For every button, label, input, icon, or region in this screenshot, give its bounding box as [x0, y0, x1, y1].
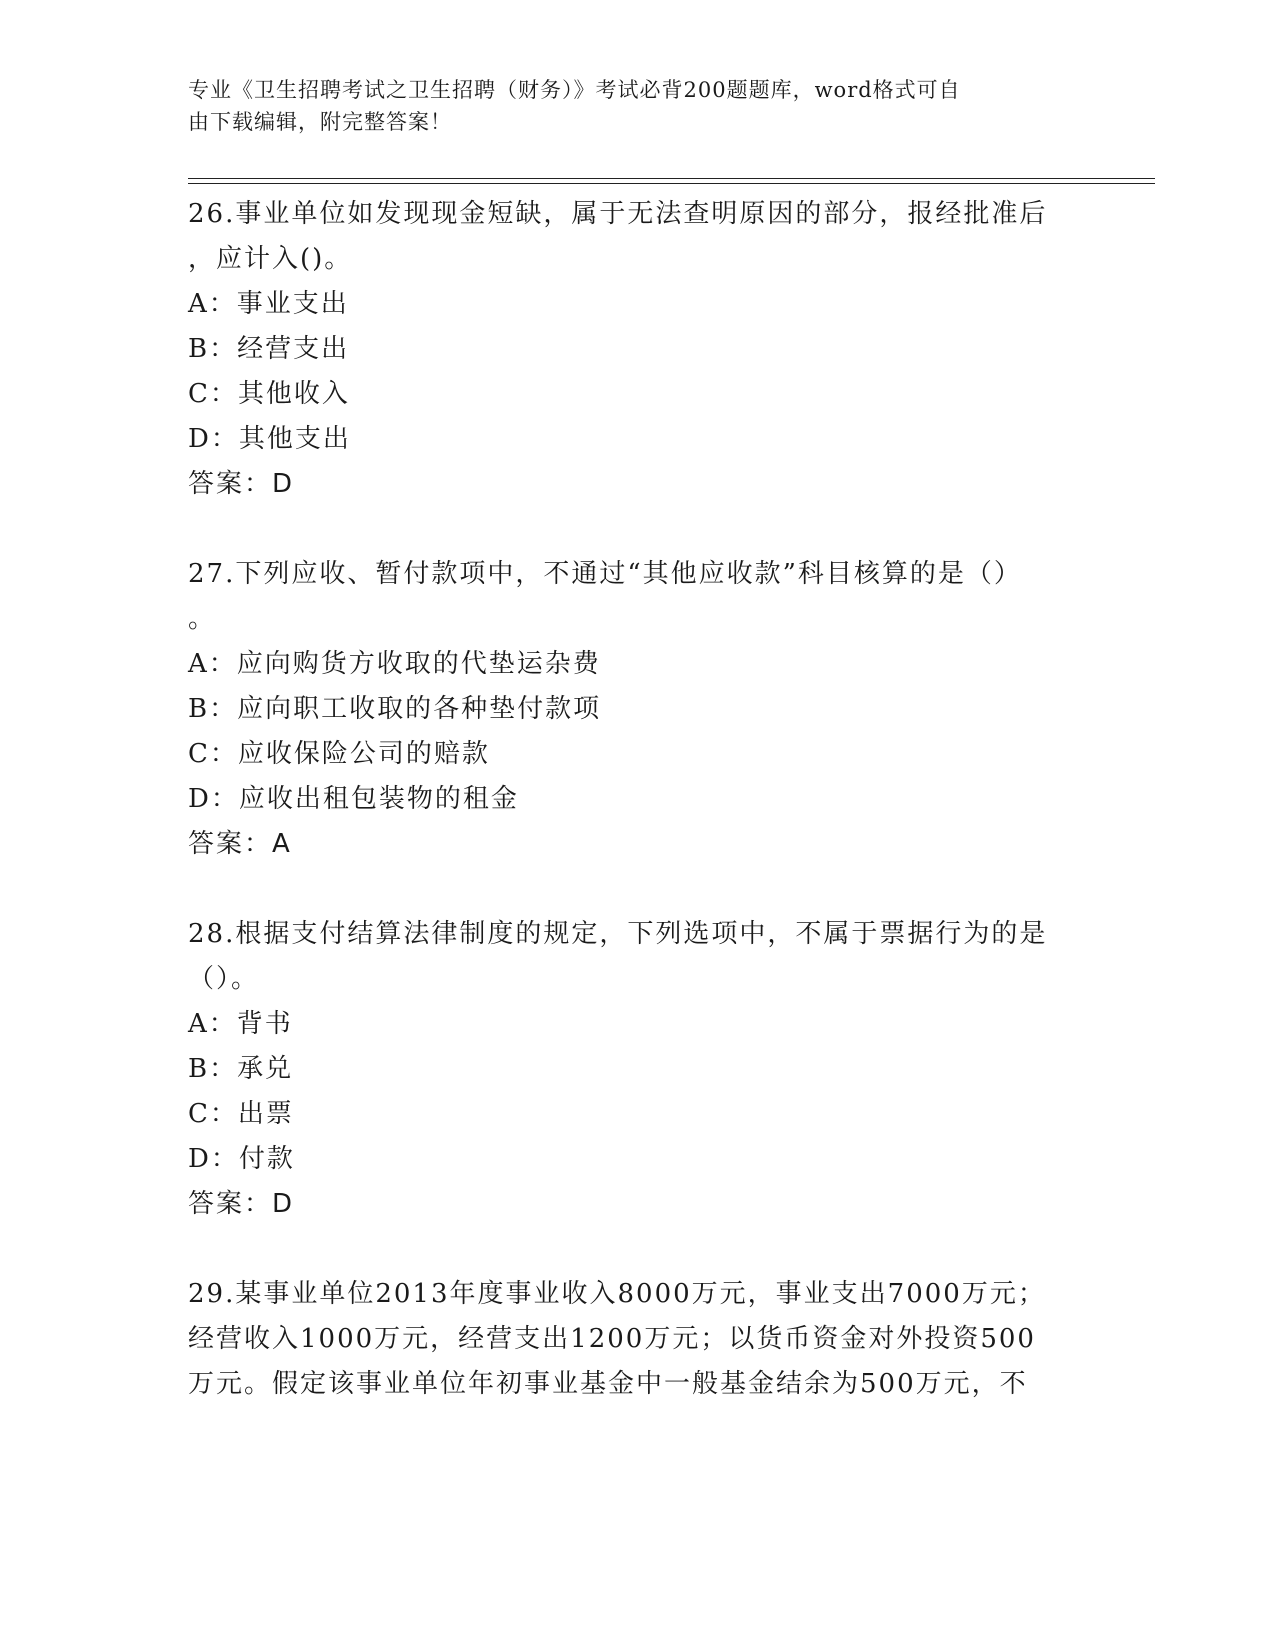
option-a: A：事业支出: [188, 289, 349, 319]
option-d: D：应收出租包装物的租金: [188, 784, 519, 814]
question-26: [188, 192, 1078, 507]
header-divider-bottom: [188, 183, 1155, 184]
question-stem-line: 经营收入1000万元，经营支出1200万元；以货币资金对外投资500: [188, 1324, 1036, 1354]
option-c: C：其他收入: [188, 379, 350, 409]
option-b: B：承兑: [188, 1054, 294, 1084]
question-stem-line: （）。: [188, 964, 260, 994]
question-stem-line: ，应计入()。: [188, 244, 353, 274]
spacer: [188, 507, 1078, 552]
document-header: [188, 74, 1068, 138]
answer: 答案：D: [188, 1189, 295, 1219]
option-b: B：应向职工收取的各种垫付款项: [188, 694, 602, 724]
option-a: A：应向购货方收取的代垫运杂费: [188, 649, 601, 679]
question-stem-line: 27.下列应收、暂付款项中，不通过“其他应收款”科目核算的是（）: [188, 559, 1022, 589]
option-b: B：经营支出: [188, 334, 350, 364]
question-28: [188, 912, 1078, 1227]
question-29: [188, 1272, 1078, 1407]
question-stem-line: 26.事业单位如发现现金短缺，属于无法查明原因的部分，报经批准后: [188, 199, 1048, 229]
question-list: [188, 192, 1078, 1407]
spacer: [188, 1227, 1078, 1272]
option-c: C：出票: [188, 1099, 294, 1129]
option-c: C：应收保险公司的赔款: [188, 739, 490, 769]
answer: 答案：D: [188, 469, 295, 499]
question-stem-line: 28.根据支付结算法律制度的规定，下列选项中，不属于票据行为的是: [188, 919, 1048, 949]
question-27: [188, 552, 1078, 867]
answer: 答案：A: [188, 829, 292, 859]
question-stem-line: 29.某事业单位2013年度事业收入8000万元，事业支出7000万元；: [188, 1279, 1046, 1309]
option-d: D：付款: [188, 1144, 295, 1174]
option-a: A：背书: [188, 1009, 293, 1039]
header-line-1: 专业《卫生招聘考试之卫生招聘（财务）》考试必背200题题库，word格式可自: [188, 78, 961, 102]
question-stem-line: 万元。假定该事业单位年初事业基金中一般基金结余为500万元，不: [188, 1369, 1028, 1399]
header-line-2: 由下载编辑，附完整答案！: [188, 110, 452, 134]
spacer: [188, 867, 1078, 912]
option-d: D：其他支出: [188, 424, 351, 454]
header-divider-top: [188, 178, 1155, 179]
question-stem-line: 。: [188, 604, 217, 634]
